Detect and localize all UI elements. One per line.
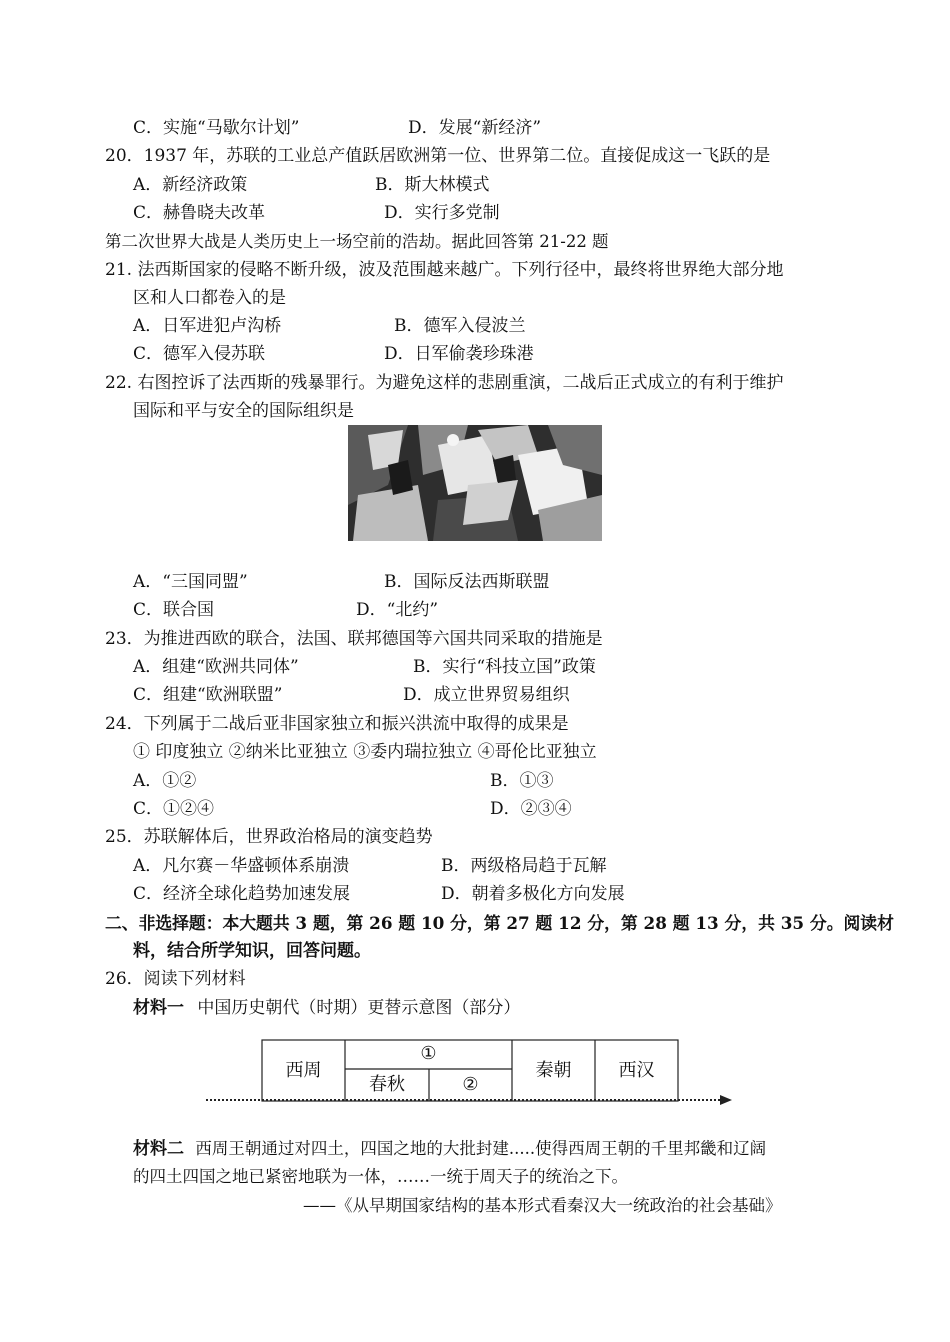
q23-option-a: A．组建“欧洲共同体”	[133, 657, 299, 677]
q21-option-d: D．日军偷袭珍珠港	[384, 344, 534, 364]
q23-stem: 23．为推进西欧的联合，法国、联邦德国等六国共同采取的措施是	[105, 629, 603, 649]
q23-option-d: D．成立世界贸易组织	[403, 685, 570, 705]
q26-material2-line1	[133, 1138, 766, 1160]
q22-option-b: B．国际反法西斯联盟	[384, 572, 550, 592]
q26-stem: 26．阅读下列材料	[105, 969, 246, 989]
q26-material1	[133, 997, 520, 1019]
q22-stem-line2: 国际和平与安全的国际组织是	[133, 401, 354, 421]
q24-option-c: C．①②④	[133, 799, 215, 819]
timeline-cell-xihan: 西汉	[618, 1060, 655, 1081]
q21-option-b: B．德军入侵波兰	[394, 316, 526, 336]
material2-label: 材料二	[133, 1139, 184, 1159]
dynasty-timeline-diagram	[200, 1035, 740, 1110]
q24-option-a: A．①②	[133, 771, 197, 791]
q24-option-b: B．①③	[490, 771, 554, 791]
timeline-cell-qin: 秦朝	[535, 1060, 572, 1081]
q23-option-c: C．组建“欧洲联盟”	[133, 685, 283, 705]
q24-stem: 24．下列属于二战后亚非国家独立和振兴洪流中取得的成果是	[105, 714, 569, 734]
q21-option-c: C．德军入侵苏联	[133, 344, 266, 364]
q24-option-d: D．②③④	[490, 799, 572, 819]
q25-option-a: A．凡尔赛－华盛顿体系崩溃	[133, 856, 350, 876]
q24-items: ① 印度独立 ②纳米比亚独立 ③委内瑞拉独立 ④哥伦比亚独立	[133, 742, 597, 762]
q25-option-d: D．朝着多极化方向发展	[441, 884, 625, 904]
q25-option-b: B．两级格局趋于瓦解	[441, 856, 607, 876]
q25-stem: 25．苏联解体后，世界政治格局的演变趋势	[105, 827, 433, 847]
timeline-cell-blank-2: ②	[462, 1074, 479, 1095]
q21-option-a: A．日军进犯卢沟桥	[133, 316, 282, 336]
section2-heading-line2: 料，结合所学知识，回答问题。	[133, 941, 371, 961]
q22-option-d: D．“北约”	[356, 600, 439, 620]
q25-option-c: C．经济全球化趋势加速发展	[133, 884, 351, 904]
timeline-cell-blank-1: ①	[420, 1043, 437, 1064]
material2-text-line2: 的四土四国之地已紧密地联为一体，……一统于周天子的统治之下。	[133, 1167, 628, 1186]
q21-stem-line2: 区和人口都卷入的是	[133, 288, 286, 308]
q20-option-d: D．实行多党制	[384, 203, 500, 223]
q21-stem-line1: 21. 法西斯国家的侵略不断升级，波及范围越来越广。下列行径中，最终将世界绝大部分地	[105, 260, 784, 280]
timeline-cell-chunqiu: 春秋	[369, 1074, 405, 1095]
q20-option-a: A．新经济政策	[133, 175, 248, 195]
q20-stem: 20．1937 年，苏联的工业总产值跃居欧洲第一位、世界第二位。直接促成这一飞跃的是	[105, 146, 771, 166]
q20-option-c: C．赫鲁晓夫改革	[133, 203, 266, 223]
q22-stem-line1: 22. 右图控诉了法西斯的残暴罪行。为避免这样的悲剧重演，二战后正式成立的有利于维护	[105, 373, 784, 393]
material2-source: ——《从早期国家结构的基本形式看秦汉大一统政治的社会基础》	[303, 1196, 782, 1215]
intro-21-22: 第二次世界大战是人类历史上一场空前的浩劫。据此回答第 21-22 题	[105, 232, 609, 251]
material1-label: 材料一	[133, 998, 184, 1018]
q22-option-c: C．联合国	[133, 600, 215, 620]
timeline-cell-xizhou: 西周	[285, 1060, 322, 1081]
q19-option-d: D．发展“新经济”	[408, 118, 542, 138]
q23-option-b: B．实行“科技立国”政策	[413, 657, 596, 677]
material2-text-line1: 西周王朝通过对四土，四国之地的大批封建.....使得西周王朝的千里邦畿和辽阔	[195, 1139, 767, 1158]
q20-option-b: B．斯大林模式	[375, 175, 490, 195]
q22-option-a: A．“三国同盟”	[133, 572, 248, 592]
q19-option-c: C．实施“马歇尔计划”	[133, 118, 300, 138]
material1-title: 中国历史朝代（时期）更替示意图（部分）	[197, 998, 521, 1018]
guernica-painting-image	[348, 425, 602, 541]
section2-heading-line1: 二、非选择题：本大题共 3 题，第 26 题 10 分，第 27 题 12 分，第 28 题 13 分，共 35 分。阅读材	[105, 913, 894, 933]
